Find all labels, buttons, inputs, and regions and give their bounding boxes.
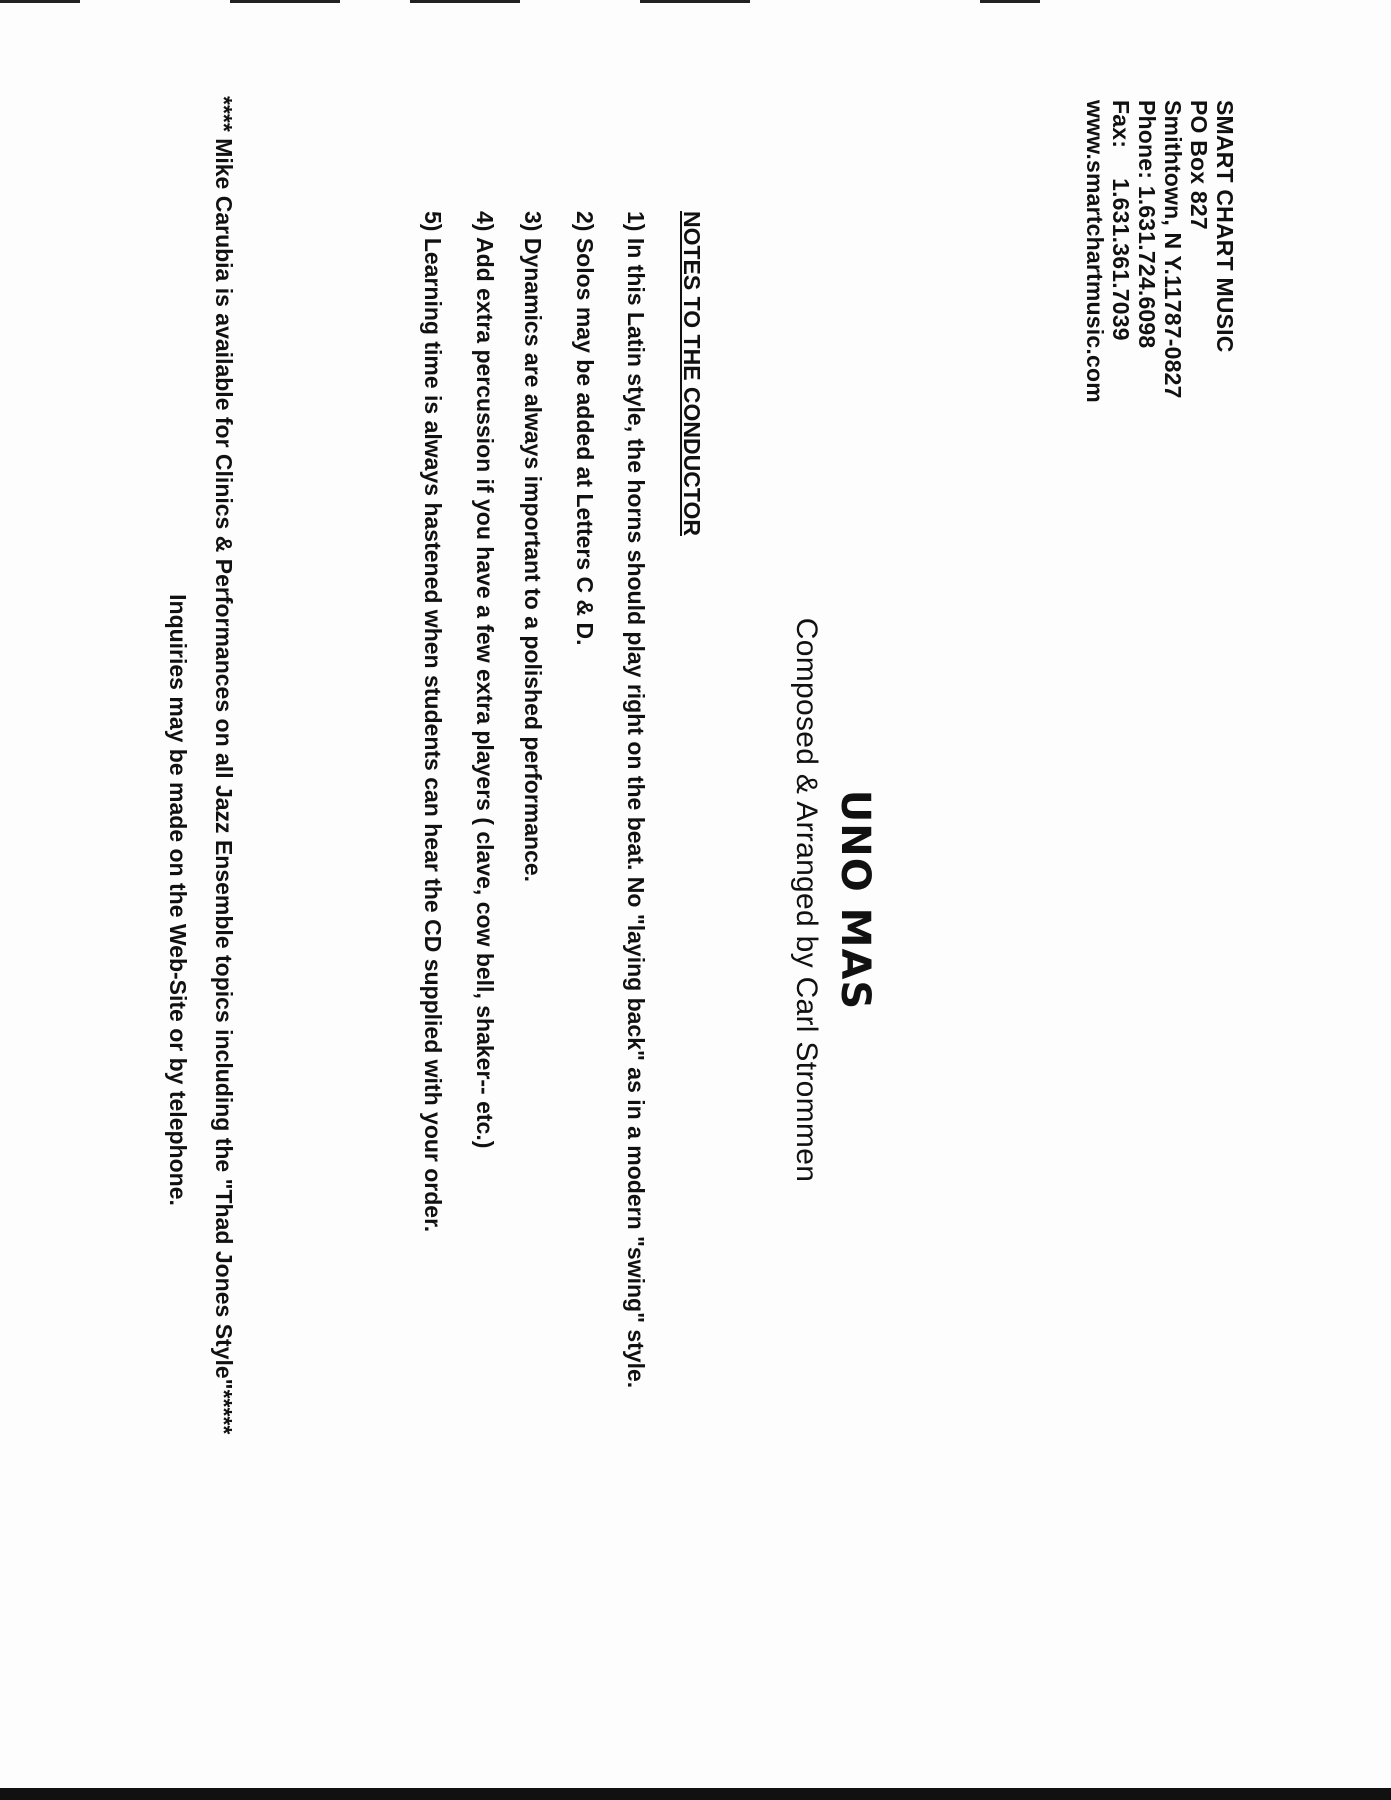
piece-title: UNO MAS: [832, 789, 878, 1011]
fax-label: Fax:: [1108, 100, 1134, 149]
composer-credit: Composed & Arranged by Carl Strommen: [790, 617, 823, 1183]
fax-number: 1.631.361.7039: [1108, 178, 1134, 341]
note-item: 3) Dynamics are always important to a polished performance.: [520, 211, 546, 883]
note-item: 1) In this Latin style, the horns should play right on the beat. No "laying back" as in a modern "swing" style.: [623, 211, 649, 1389]
publisher-city: Smithtown, N Y.11787-0827: [1160, 100, 1186, 399]
note-item: 5) Learning time is always hastened when students can hear the CD supplied with your order.: [420, 211, 446, 1233]
publisher-phone: Phone: 1.631.724.6098: [1134, 100, 1160, 349]
note-item: 4) Add extra percussion if you have a few extra players ( clave, cow bell, shaker-- etc.): [472, 211, 498, 1149]
notes-heading: NOTES TO THE CONDUCTOR: [679, 211, 705, 536]
inquiries-note: Inquiries may be made on the Web-Site or by telephone.: [165, 594, 191, 1206]
clinic-notice: **** Mike Carubia is available for Clinics & Performances on all Jazz Ensemble topics including the "Thad Jones Style"*****: [211, 96, 237, 1435]
publisher-fax: [1108, 100, 1134, 403]
publisher-website: www.smartchartmusic.com: [1082, 100, 1108, 403]
publisher-header: [1082, 100, 1238, 403]
note-item: 2) Solos may be added at Letters C & D.: [572, 211, 598, 646]
publisher-po-box: PO Box 827: [1186, 100, 1212, 230]
publisher-name: SMART CHART MUSIC: [1212, 100, 1238, 353]
